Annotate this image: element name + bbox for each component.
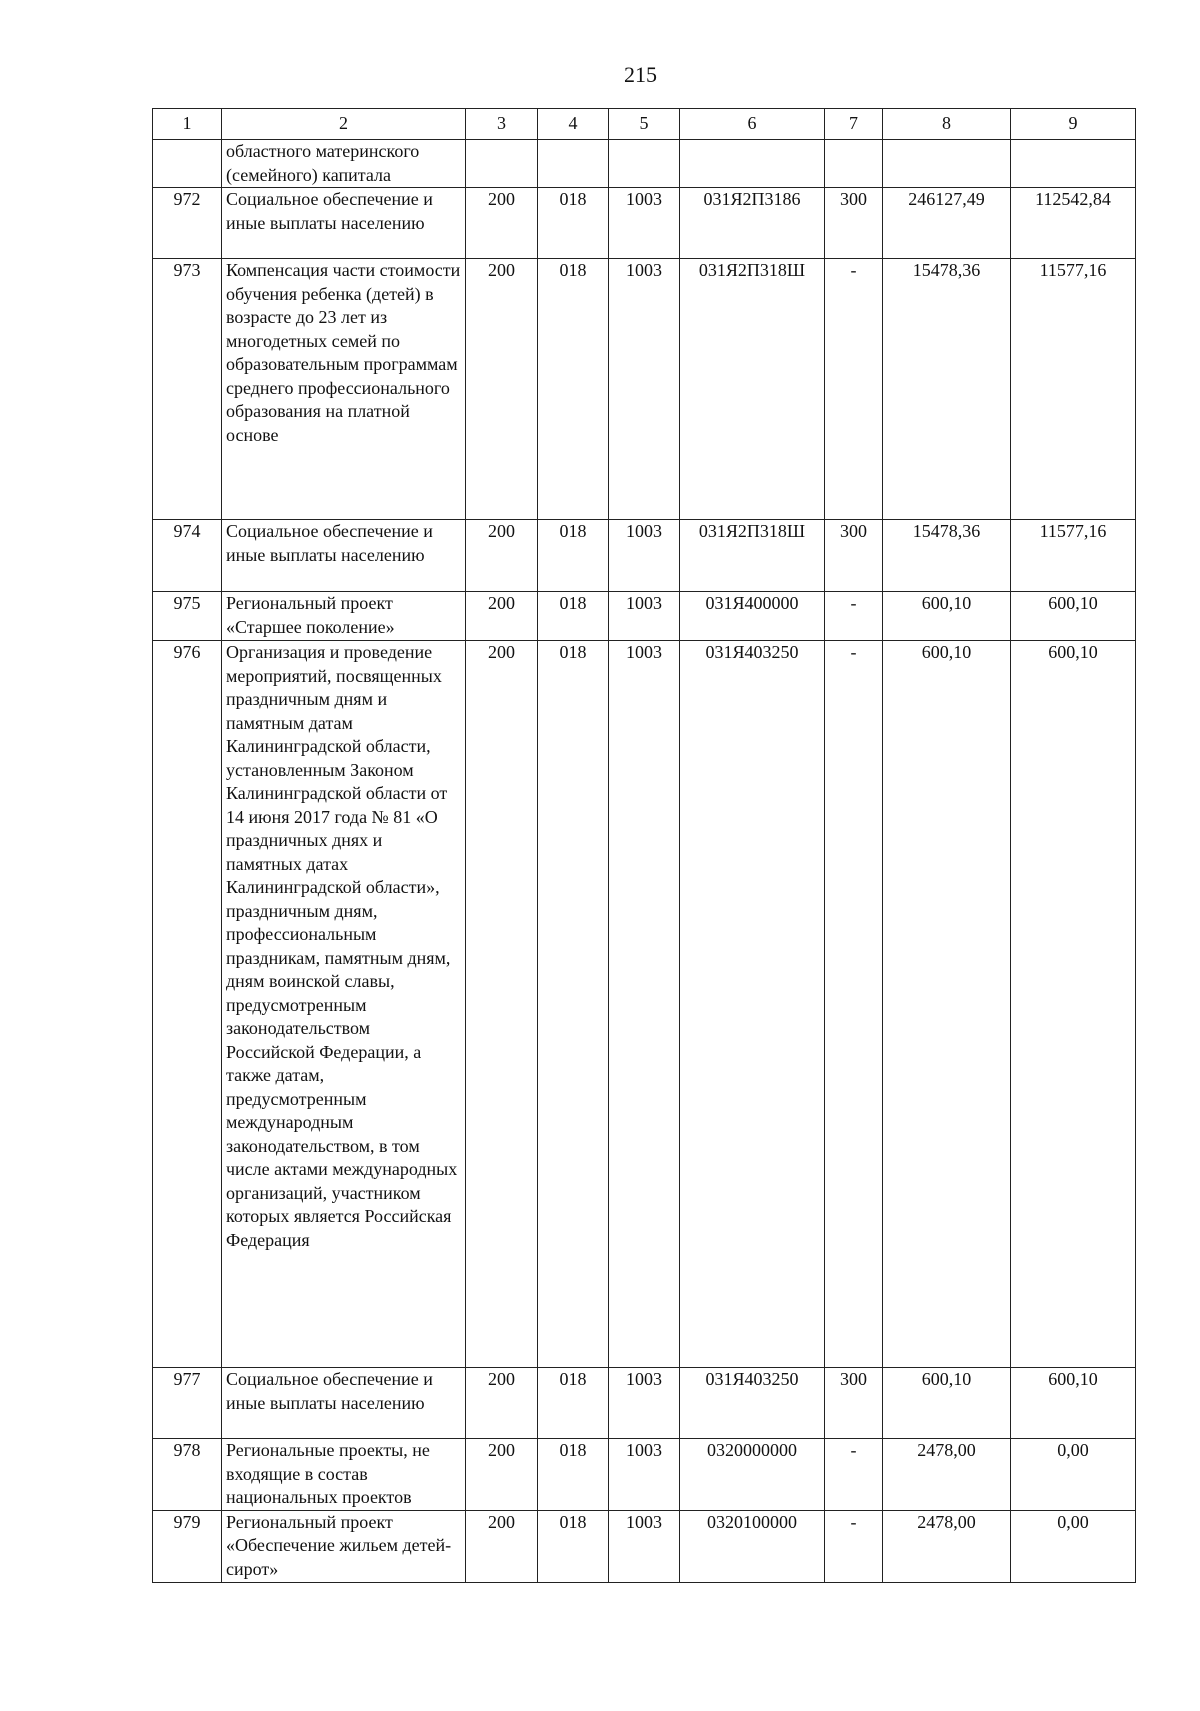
table-row <box>153 1510 1136 1582</box>
cell-col6: 031Я2П3186 <box>680 188 825 259</box>
cell-col4: 018 <box>538 641 609 1368</box>
cell-col8: 15478,36 <box>883 259 1011 520</box>
cell-col9: 0,00 <box>1011 1439 1136 1511</box>
cell-col7: - <box>825 592 883 641</box>
item-name: областного материнского (семейного) капитала <box>222 140 466 188</box>
table-row <box>153 520 1136 592</box>
table-row <box>153 188 1136 259</box>
cell-col6: 031Я403250 <box>680 1368 825 1439</box>
cell-col5: 1003 <box>609 1439 680 1511</box>
cell-col8: 600,10 <box>883 592 1011 641</box>
item-name: Региональный проект «Старшее поколение» <box>222 592 466 641</box>
cell-col3: 200 <box>466 592 538 641</box>
row-number: 973 <box>153 259 222 520</box>
row-number: 979 <box>153 1510 222 1582</box>
cell-col5: 1003 <box>609 188 680 259</box>
column-header: 3 <box>466 109 538 140</box>
cell-col3: 200 <box>466 188 538 259</box>
cell-col6: 0320100000 <box>680 1510 825 1582</box>
cell-col8 <box>883 140 1011 188</box>
cell-col6: 031Я2П318Ш <box>680 259 825 520</box>
column-header: 1 <box>153 109 222 140</box>
cell-col3: 200 <box>466 259 538 520</box>
cell-col6: 0320000000 <box>680 1439 825 1511</box>
cell-col4 <box>538 140 609 188</box>
cell-col9 <box>1011 140 1136 188</box>
cell-col3: 200 <box>466 1510 538 1582</box>
cell-col7: - <box>825 1439 883 1511</box>
column-header: 4 <box>538 109 609 140</box>
item-name: Компенсация части стоимости обучения ребенка (детей) в возрасте до 23 лет из многодетных семей по образовательным программам среднего профессионального образования на платной основе <box>222 259 466 520</box>
cell-col9: 600,10 <box>1011 1368 1136 1439</box>
cell-col9: 11577,16 <box>1011 259 1136 520</box>
cell-col5: 1003 <box>609 641 680 1368</box>
cell-col6 <box>680 140 825 188</box>
table-row <box>153 641 1136 1368</box>
cell-col3: 200 <box>466 520 538 592</box>
cell-col7: 300 <box>825 1368 883 1439</box>
row-number: 974 <box>153 520 222 592</box>
page-number: 215 <box>624 62 657 87</box>
cell-col8: 2478,00 <box>883 1439 1011 1511</box>
cell-col3: 200 <box>466 1368 538 1439</box>
row-number: 977 <box>153 1368 222 1439</box>
item-name: Региональный проект «Обеспечение жильем детей-сирот» <box>222 1510 466 1582</box>
cell-col9: 11577,16 <box>1011 520 1136 592</box>
item-name: Социальное обеспечение и иные выплаты населению <box>222 1368 466 1439</box>
cell-col4: 018 <box>538 592 609 641</box>
cell-col6: 031Я403250 <box>680 641 825 1368</box>
column-header: 6 <box>680 109 825 140</box>
table-row <box>153 1368 1136 1439</box>
column-header: 7 <box>825 109 883 140</box>
cell-col7: - <box>825 641 883 1368</box>
table-header-row <box>153 109 1136 140</box>
cell-col9: 0,00 <box>1011 1510 1136 1582</box>
cell-col7: - <box>825 1510 883 1582</box>
cell-col4: 018 <box>538 188 609 259</box>
cell-col5: 1003 <box>609 592 680 641</box>
cell-col3 <box>466 140 538 188</box>
cell-col8: 246127,49 <box>883 188 1011 259</box>
cell-col4: 018 <box>538 259 609 520</box>
cell-col4: 018 <box>538 1368 609 1439</box>
cell-col5: 1003 <box>609 259 680 520</box>
item-name: Социальное обеспечение и иные выплаты населению <box>222 520 466 592</box>
item-name: Региональные проекты, не входящие в состав национальных проектов <box>222 1439 466 1511</box>
cell-col3: 200 <box>466 641 538 1368</box>
cell-col9: 112542,84 <box>1011 188 1136 259</box>
column-header: 8 <box>883 109 1011 140</box>
row-number: 975 <box>153 592 222 641</box>
cell-col6: 031Я400000 <box>680 592 825 641</box>
cell-col4: 018 <box>538 1439 609 1511</box>
column-header: 9 <box>1011 109 1136 140</box>
item-name: Социальное обеспечение и иные выплаты населению <box>222 188 466 259</box>
row-number: 972 <box>153 188 222 259</box>
cell-col7: - <box>825 259 883 520</box>
cell-col5 <box>609 140 680 188</box>
row-number: 976 <box>153 641 222 1368</box>
cell-col7: 300 <box>825 520 883 592</box>
cell-col3: 200 <box>466 1439 538 1511</box>
cell-col9: 600,10 <box>1011 592 1136 641</box>
column-header: 2 <box>222 109 466 140</box>
cell-col7 <box>825 140 883 188</box>
column-header: 5 <box>609 109 680 140</box>
cell-col6: 031Я2П318Ш <box>680 520 825 592</box>
cell-col8: 600,10 <box>883 1368 1011 1439</box>
cell-col5: 1003 <box>609 1510 680 1582</box>
cell-col8: 600,10 <box>883 641 1011 1368</box>
row-number: 978 <box>153 1439 222 1511</box>
table-row <box>153 140 1136 188</box>
table-row <box>153 259 1136 520</box>
cell-col5: 1003 <box>609 520 680 592</box>
table-row <box>153 1439 1136 1511</box>
table-row <box>153 592 1136 641</box>
row-number <box>153 140 222 188</box>
cell-col8: 2478,00 <box>883 1510 1011 1582</box>
item-name: Организация и проведение мероприятий, посвященных праздничным дням и памятным датам Калининградской области, установленным Законом Калининградской области от 14 июня 2017 года № 81 «О праздничных днях и памятных датах Калининградской области», праздничным дням, профессиональным праздникам, памятным дням, дням воинской славы, предусмотренным законодательством Российской Федерации, а также датам, предусмотренным международным законодательством, в том числе актами международных организаций, участником которых является Российская Федерация <box>222 641 466 1368</box>
budget-table <box>152 108 1136 1583</box>
cell-col4: 018 <box>538 1510 609 1582</box>
cell-col9: 600,10 <box>1011 641 1136 1368</box>
cell-col7: 300 <box>825 188 883 259</box>
cell-col5: 1003 <box>609 1368 680 1439</box>
cell-col4: 018 <box>538 520 609 592</box>
cell-col8: 15478,36 <box>883 520 1011 592</box>
